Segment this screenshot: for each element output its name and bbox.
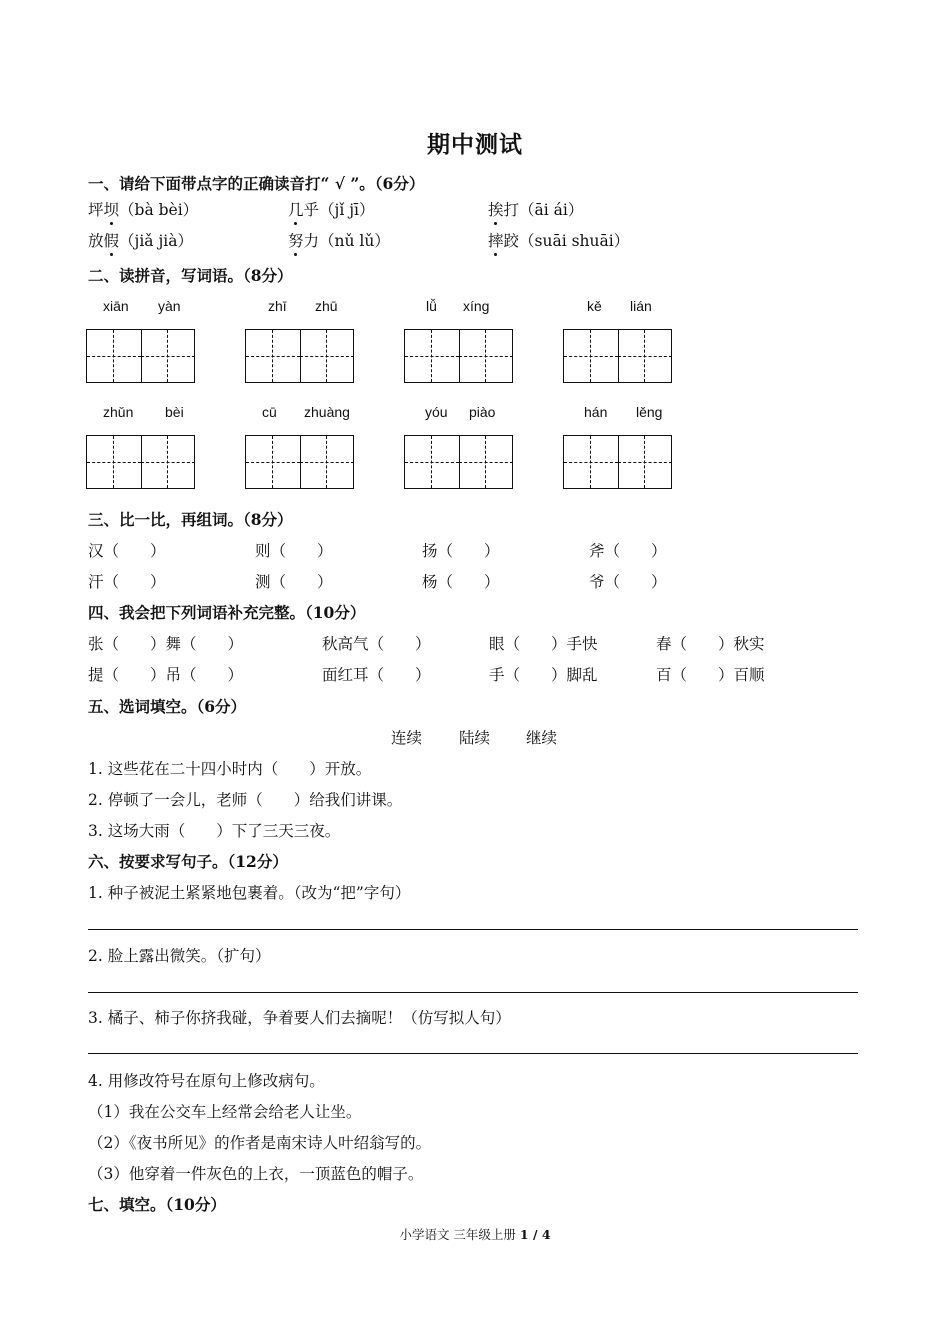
compare-item: 汗（ ）: [88, 573, 166, 591]
page-title: 期中测试: [427, 131, 523, 158]
pinyin-label: zhū: [315, 298, 338, 314]
pronunciation-item: 挨打（āi ái）: [488, 198, 583, 220]
pinyin-label: xiān: [103, 298, 129, 314]
section-3-heading: 三、比一比，再组词。（8分）: [88, 510, 293, 529]
pronunciation-item: 几乎（jǐ jī）: [288, 198, 374, 220]
compare-item: 汉（ ）: [88, 542, 166, 560]
idiom-item: 春（ ）秋实: [656, 635, 765, 653]
writing-grid[interactable]: [86, 329, 195, 383]
idiom-item: 眼（ ）手快: [489, 635, 598, 653]
section-7-heading: 七、填空。（10分）: [88, 1195, 226, 1214]
pronunciation-item: 放假（jiǎ jià）: [88, 229, 193, 251]
idiom-item: 百（ ）百顺: [656, 666, 765, 684]
writing-grid[interactable]: [404, 435, 513, 489]
sentence-question: 2. 脸上露出微笑。（扩句）: [88, 947, 271, 965]
writing-grid[interactable]: [404, 329, 513, 383]
pinyin-label: yàn: [158, 298, 181, 314]
fill-sentence: 1. 这些花在二十四小时内（ ）开放。: [88, 760, 372, 778]
pinyin-label: lián: [630, 298, 652, 314]
pinyin-label: piào: [469, 404, 496, 420]
writing-grid[interactable]: [563, 329, 672, 383]
writing-grid[interactable]: [245, 435, 354, 489]
pinyin-label: bèi: [165, 404, 184, 420]
page-footer: [0, 1225, 950, 1243]
section-1-heading: 一、请给下面带点字的正确读音打“ √ ”。（6分）: [88, 174, 425, 193]
sentence-question: 1. 种子被泥土紧紧地包裹着。（改为“把”字句）: [88, 884, 411, 902]
page-number: 1 / 4: [519, 1227, 551, 1242]
idiom-item: 张（ ）舞（ ）: [88, 635, 244, 653]
section-6-heading: 六、按要求写句子。（12分）: [88, 852, 288, 871]
pinyin-label: hán: [584, 404, 608, 420]
answer-line[interactable]: [88, 992, 858, 993]
word-choice: 连续: [391, 729, 423, 747]
pronunciation-item: 努力（nǔ lǔ）: [288, 229, 390, 251]
idiom-item: 秋高气（ ）: [322, 635, 431, 653]
section-2-heading: 二、读拼音，写词语。（8分）: [88, 266, 293, 285]
sub-question: （1）我在公交车上经常会给老人让坐。: [88, 1103, 362, 1121]
compare-item: 斧（ ）: [589, 542, 667, 560]
fill-sentence: 3. 这场大雨（ ）下了三天三夜。: [88, 822, 341, 840]
writing-grid[interactable]: [245, 329, 354, 383]
section-5-heading: 五、选词填空。（6分）: [88, 697, 247, 716]
pinyin-label: zhuàng: [304, 404, 350, 420]
idiom-item: 面红耳（ ）: [322, 666, 431, 684]
pronunciation-item: 坪坝（bà bèi）: [88, 198, 198, 220]
writing-grid[interactable]: [563, 435, 672, 489]
writing-grid[interactable]: [86, 435, 195, 489]
compare-item: 爷（ ）: [589, 573, 667, 591]
pinyin-label: xíng: [463, 298, 490, 314]
word-choice: 继续: [526, 729, 558, 747]
answer-line[interactable]: [88, 1053, 858, 1054]
sub-question: （3）他穿着一件灰色的上衣，一顶蓝色的帽子。: [88, 1165, 424, 1183]
compare-item: 则（ ）: [255, 542, 333, 560]
pinyin-label: zhī: [268, 298, 287, 314]
compare-item: 测（ ）: [255, 573, 333, 591]
sentence-question: 3. 橘子、柿子你挤我碰，争着要人们去摘呢！（仿写拟人句）: [88, 1009, 511, 1027]
compare-item: 扬（ ）: [422, 542, 500, 560]
fill-sentence: 2. 停顿了一会儿，老师（ ）给我们讲课。: [88, 791, 403, 809]
answer-line[interactable]: [88, 929, 858, 930]
pinyin-label: zhǔn: [103, 404, 134, 420]
idiom-item: 手（ ）脚乱: [489, 666, 598, 684]
pinyin-label: kě: [587, 298, 602, 314]
idiom-item: 提（ ）吊（ ）: [88, 666, 244, 684]
pinyin-label: cū: [262, 404, 277, 420]
sentence-question: 4. 用修改符号在原句上修改病句。: [88, 1072, 325, 1090]
word-choice: 陆续: [459, 729, 491, 747]
footer-text: 小学语文 三年级上册: [399, 1227, 520, 1242]
pinyin-label: yóu: [425, 404, 448, 420]
pinyin-label: lǚ: [426, 298, 437, 314]
sub-question: （2）《夜书所见》的作者是南宋诗人叶绍翁写的。: [88, 1134, 432, 1152]
pronunciation-item: 摔跤（suāi shuāi）: [488, 229, 629, 251]
pinyin-label: lěng: [636, 404, 663, 420]
compare-item: 杨（ ）: [422, 573, 500, 591]
section-4-heading: 四、我会把下列词语补充完整。（10分）: [88, 603, 366, 622]
